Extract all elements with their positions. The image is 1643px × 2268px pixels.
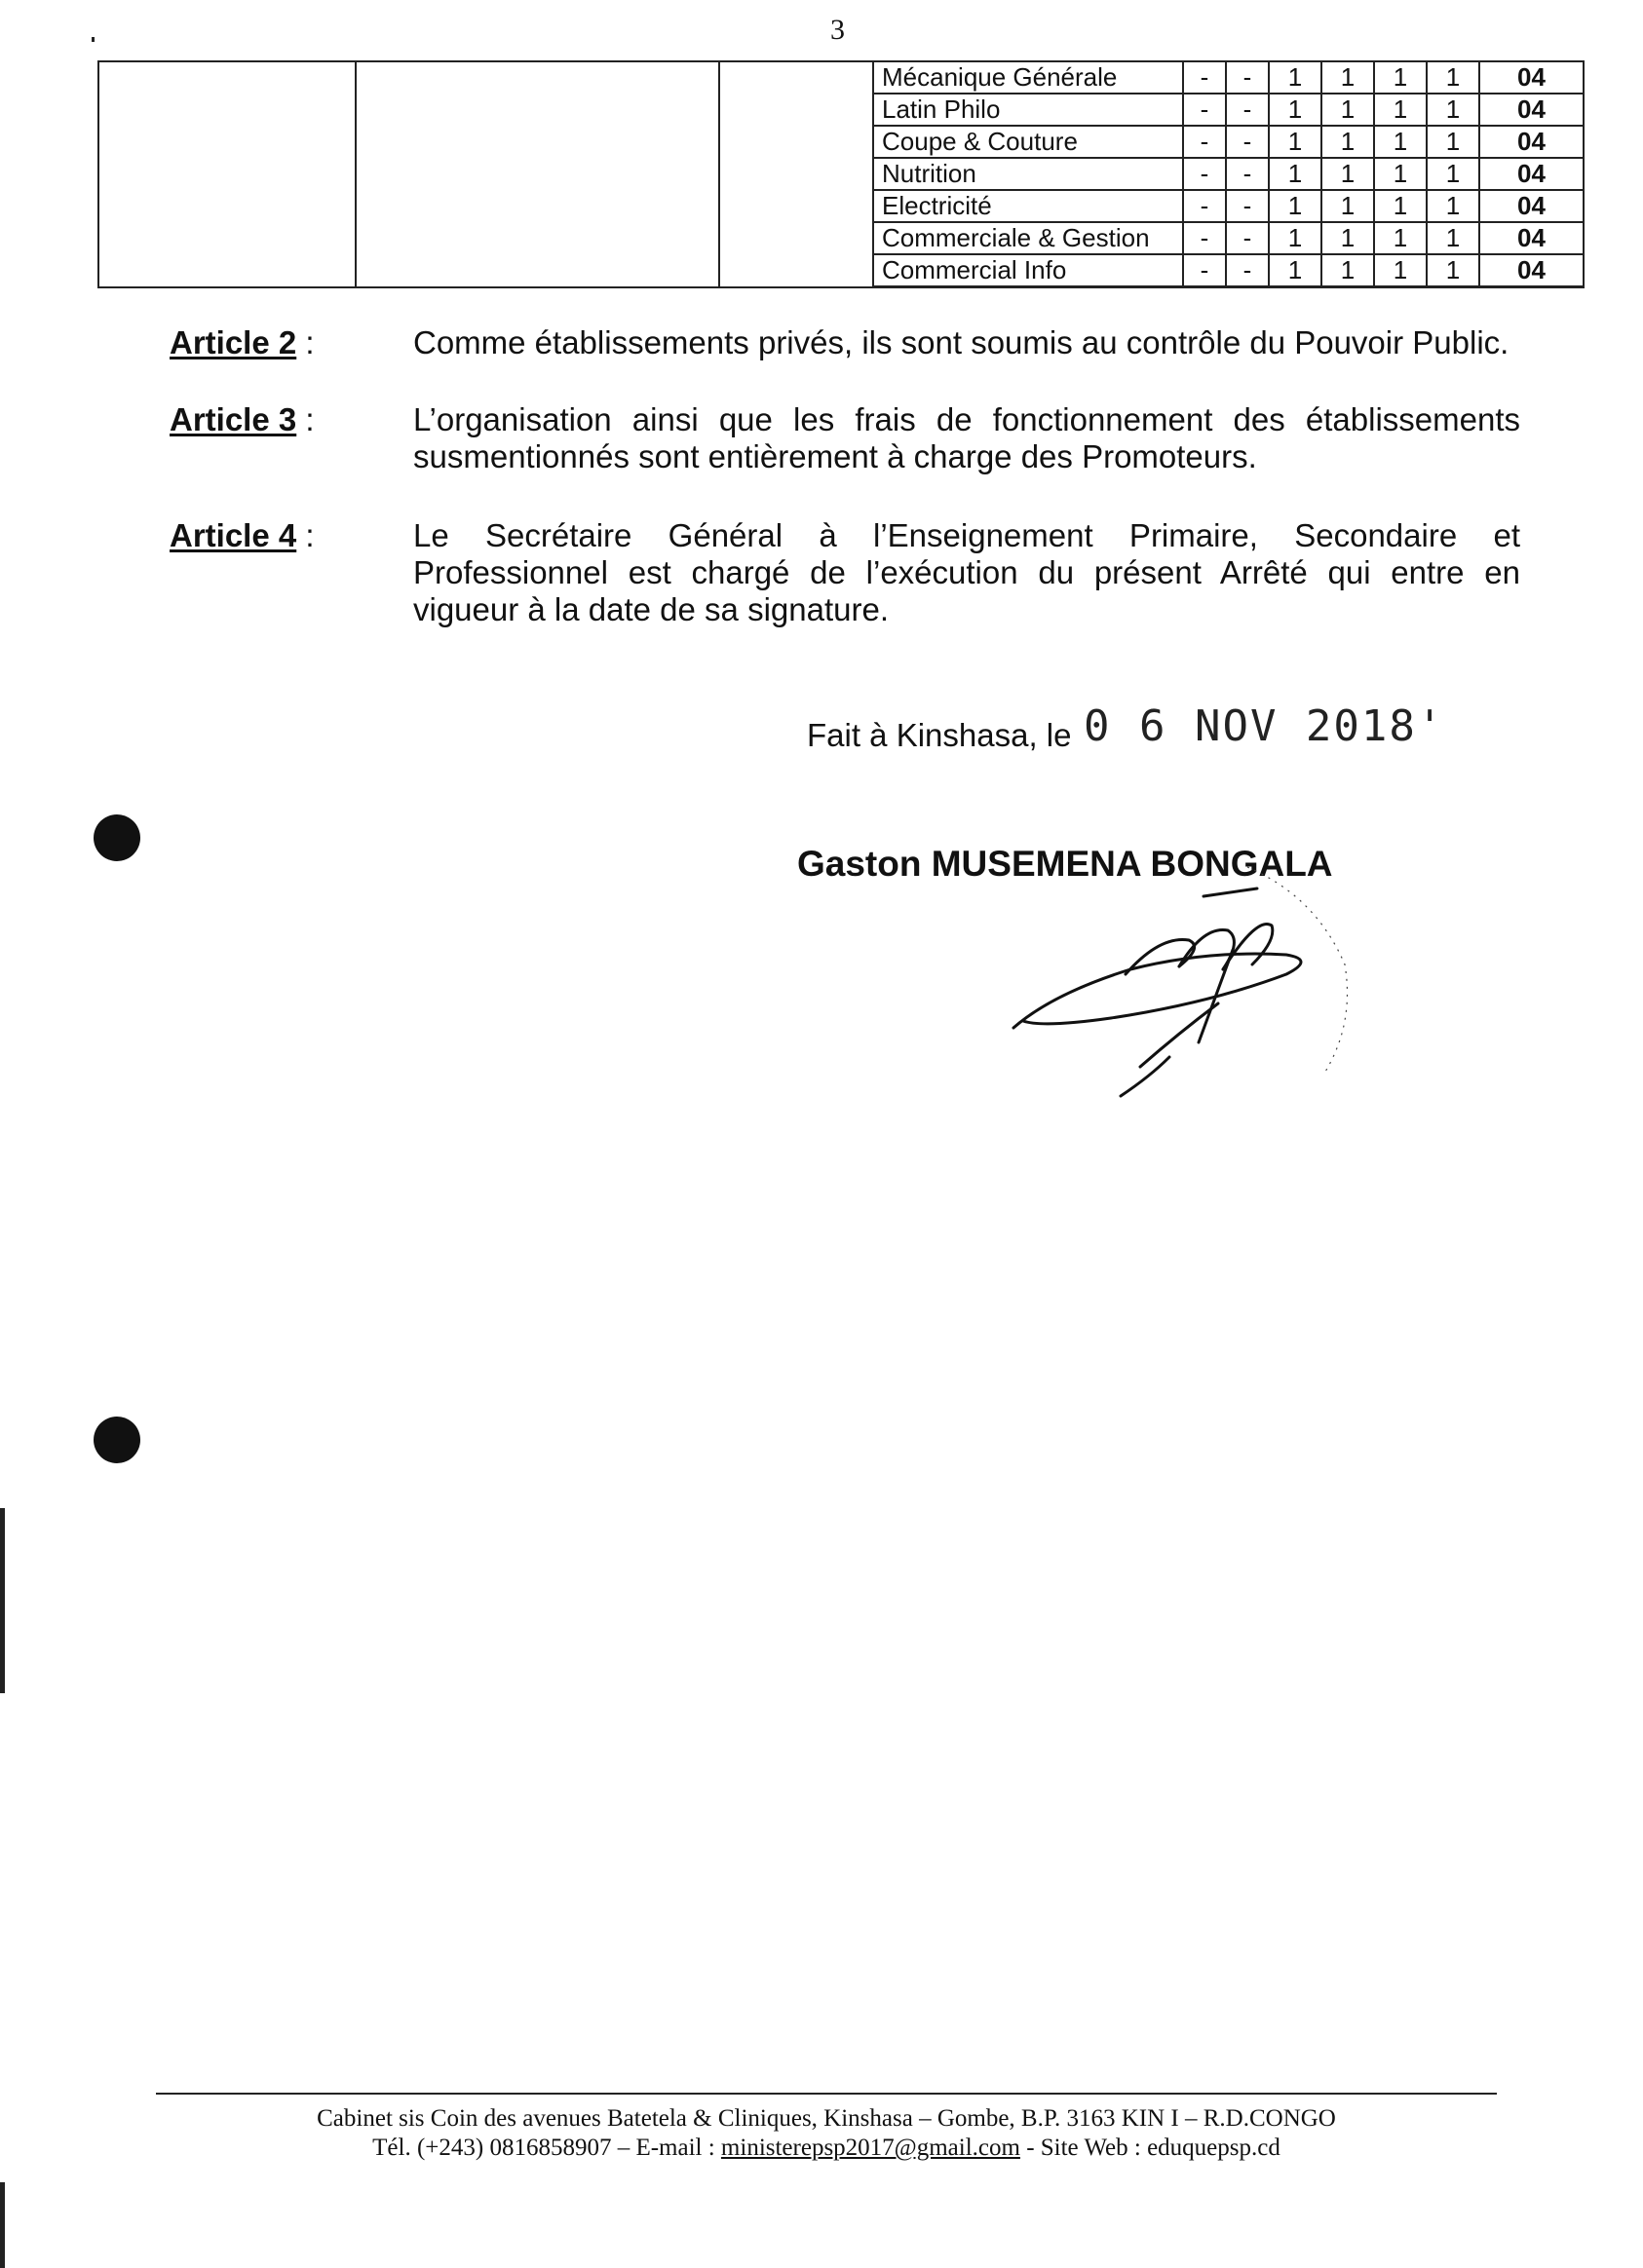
stamped-date: 0 6 NOV 2018' [1084, 701, 1445, 751]
level-cell: 1 [1269, 94, 1321, 126]
level-cell: 1 [1269, 158, 1321, 190]
level-cell: - [1226, 126, 1269, 158]
schools-options-table [97, 60, 1585, 288]
total-cell: 04 [1479, 190, 1584, 222]
level-cell: 1 [1269, 61, 1321, 94]
email-link[interactable]: ministerepsp2017@gmail.com [720, 2135, 1020, 2161]
level-cell: 1 [1321, 126, 1374, 158]
option-cell: Coupe & Couture [873, 126, 1183, 158]
option-cell: Electricité [873, 190, 1183, 222]
level-cell: 1 [1321, 94, 1374, 126]
article-text: Le Secrétaire Général à l’Enseignement Primaire, Secondaire et Professionnel est chargé de l’exécution du présent Arrêté qui entre en vigueur à la date de sa signature. [413, 517, 1520, 627]
article-label: Article 3 [170, 401, 297, 437]
level-cell: - [1183, 222, 1226, 254]
level-cell: - [1183, 94, 1226, 126]
level-cell: - [1226, 190, 1269, 222]
total-cell: 04 [1479, 61, 1584, 94]
level-cell: - [1226, 222, 1269, 254]
article-3: Article 3 : L’organisation ainsi que les frais de fonctionnement des établissements susmentionnés sont entièrement à charge des Promoteurs. [170, 401, 1520, 474]
level-cell: 1 [1374, 190, 1427, 222]
level-cell: 1 [1321, 254, 1374, 287]
level-cell: - [1226, 254, 1269, 287]
footer-rule [156, 2093, 1497, 2095]
option-cell: Latin Philo [873, 94, 1183, 126]
level-cell: 1 [1374, 61, 1427, 94]
level-cell: 1 [1321, 222, 1374, 254]
level-cell: 1 [1269, 254, 1321, 287]
scan-speck [92, 37, 95, 42]
scan-edge-line [0, 2182, 5, 2268]
total-cell: 04 [1479, 254, 1584, 287]
handwritten-signature [994, 857, 1384, 1111]
level-cell: 1 [1321, 190, 1374, 222]
level-cell: 1 [1269, 126, 1321, 158]
empty-merged-cell [98, 61, 356, 287]
empty-merged-cell [719, 61, 873, 287]
level-cell: - [1183, 254, 1226, 287]
total-cell: 04 [1479, 94, 1584, 126]
level-cell: 1 [1321, 158, 1374, 190]
punch-hole-top [94, 814, 140, 861]
level-cell: 1 [1427, 190, 1479, 222]
article-text: L’organisation ainsi que les frais de fonctionnement des établissements susmentionnés sont entièrement à charge des Promoteurs. [413, 401, 1520, 474]
option-cell: Commercial Info [873, 254, 1183, 287]
article-label: Article 2 [170, 324, 297, 360]
footer-address: Cabinet sis Coin des avenues Batetela & Cliniques, Kinshasa – Gombe, B.P. 3163 KIN I – R.D.CONGO [317, 2105, 1336, 2132]
level-cell: 1 [1427, 61, 1479, 94]
level-cell: - [1183, 190, 1226, 222]
level-cell: - [1226, 61, 1269, 94]
place-date-label: Fait à Kinshasa, le [807, 717, 1072, 753]
level-cell: - [1183, 126, 1226, 158]
table-row [98, 61, 1584, 94]
option-cell: Mécanique Générale [873, 61, 1183, 94]
level-cell: - [1183, 61, 1226, 94]
total-cell: 04 [1479, 222, 1584, 254]
level-cell: 1 [1269, 190, 1321, 222]
article-text: Comme établissements privés, ils sont soumis au contrôle du Pouvoir Public. [413, 324, 1509, 360]
total-cell: 04 [1479, 126, 1584, 158]
level-cell: - [1226, 94, 1269, 126]
footer-contact: Tél. (+243) 0816858907 – E-mail : ministerepsp2017@gmail.com - Site Web : eduquepsp.cd [372, 2135, 1280, 2161]
level-cell: 1 [1427, 126, 1479, 158]
punch-hole-bottom [94, 1417, 140, 1463]
level-cell: 1 [1374, 94, 1427, 126]
option-cell: Nutrition [873, 158, 1183, 190]
article-2: Article 2 : Comme établissements privés, ils sont soumis au contrôle du Pouvoir Public. [170, 324, 1520, 361]
article-label: Article 4 [170, 517, 297, 553]
level-cell: 1 [1427, 222, 1479, 254]
level-cell: 1 [1374, 158, 1427, 190]
level-cell: 1 [1374, 254, 1427, 287]
level-cell: 1 [1374, 126, 1427, 158]
article-4: Article 4 : Le Secrétaire Général à l’Enseignement Primaire, Secondaire et Professionnel est chargé de l’exécution du présent Arrêté qui entre en vigueur à la date de sa signature. [170, 517, 1520, 627]
level-cell: 1 [1374, 222, 1427, 254]
scan-edge-line [0, 1508, 5, 1693]
signer-name: Gaston MUSEMENA BONGALA [797, 844, 1333, 884]
level-cell: - [1183, 158, 1226, 190]
level-cell: 1 [1321, 61, 1374, 94]
option-cell: Commerciale & Gestion [873, 222, 1183, 254]
page-number: 3 [830, 14, 845, 46]
level-cell: 1 [1427, 94, 1479, 126]
level-cell: 1 [1427, 158, 1479, 190]
level-cell: - [1226, 158, 1269, 190]
total-cell: 04 [1479, 158, 1584, 190]
level-cell: 1 [1427, 254, 1479, 287]
empty-merged-cell [356, 61, 719, 287]
level-cell: 1 [1269, 222, 1321, 254]
